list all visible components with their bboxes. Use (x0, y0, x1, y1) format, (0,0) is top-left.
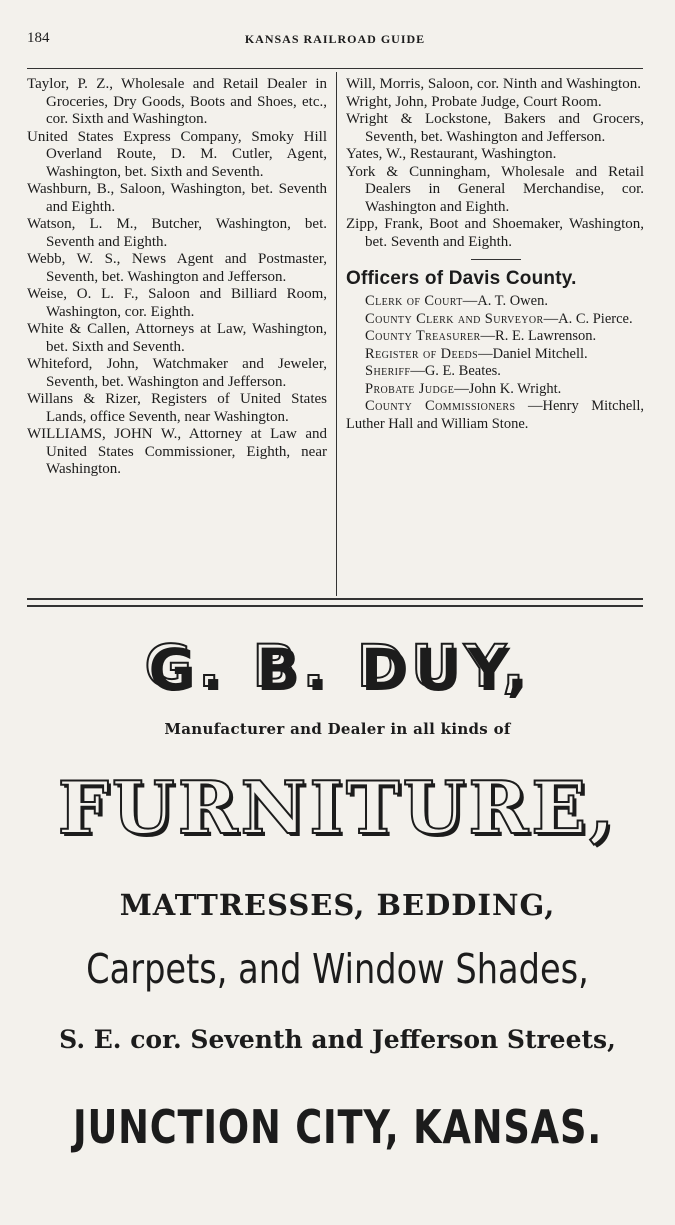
officer-entry: County Treasurer—R. E. Lawrenson. (365, 328, 597, 344)
directory-left-column (27, 76, 327, 479)
directory-entry: Weise, O. L. F., Saloon and Billiard Room, Washington, cor. Eighth. (27, 286, 327, 320)
directory-entry: Washburn, B., Saloon, Washington, bet. Seventh and Eighth. (27, 181, 327, 215)
directory-entry: Wright & Lockstone, Bakers and Grocers, Seventh, bet. Washington and Jefferson. (346, 111, 644, 145)
directory-right-column (346, 76, 644, 433)
officer-role: County Clerk and Surveyor (365, 310, 544, 327)
officer-entry: Clerk of Court—A. T. Owen. (365, 293, 548, 309)
section-separator (471, 259, 521, 260)
officer-entry: Sheriff—G. E. Beates. (365, 363, 501, 379)
double-rule (27, 598, 643, 607)
officer-name: A. T. Owen. (477, 293, 548, 309)
directory-entry: Whiteford, John, Watchmaker and Jeweler, Seventh, bet. Washington and Jefferson. (27, 356, 327, 390)
directory-entry: United States Express Company, Smoky Hill Overland Route, D. M. Cutler, Agent, Washington, bet. Sixth and Seventh. (27, 128, 327, 180)
directory-entry: Willans & Rizer, Registers of United States Lands, office Seventh, near Washington. (27, 391, 327, 425)
officer-entry: County Clerk and Surveyor—A. C. Pierce. (365, 310, 633, 327)
officer-name: Daniel Mitchell. (492, 345, 588, 362)
page-number: 184 (27, 30, 50, 46)
directory-entry: Taylor, P. Z., Wholesale and Retail Dealer in Groceries, Dry Goods, Boots and Shoes, etc., cor. Sixth and Washington. (27, 76, 327, 127)
officer-role: Clerk of Court (365, 293, 463, 309)
directory-entry: White & Callen, Attorneys at Law, Washington, bet. Sixth and Seventh. (27, 321, 327, 355)
directory-entry: Zipp, Frank, Boot and Shoemaker, Washington, bet. Seventh and Eighth. (346, 216, 644, 250)
directory-entry: WILLIAMS, JOHN W., Attorney at Law and United States Commissioner, Eighth, near Washington. (27, 426, 327, 477)
directory-entry: Will, Morris, Saloon, cor. Ninth and Washington. (346, 76, 641, 92)
page-header (27, 30, 643, 52)
officer-name: G. E. Beates. (424, 363, 501, 379)
directory-entry: Webb, W. S., News Agent and Postmaster, Seventh, bet. Washington and Jefferson. (27, 251, 327, 285)
header-rule (27, 68, 643, 69)
officer-role: County Commissioners (365, 398, 516, 414)
officer-entry: County Commissioners —Henry Mitchell, Luther Hall and William Stone. (346, 398, 644, 432)
officers-heading: Officers of Davis County. (346, 268, 577, 289)
ad-line-mattresses: MATTRESSES, BEDDING, (119, 888, 556, 922)
directory-entry: York & Cunningham, Wholesale and Retail Dealers in General Merchandise, cor. Washington and Eighth. (346, 163, 644, 215)
officer-name: R. E. Lawrenson. (495, 328, 597, 344)
ad-headline: FURNITURE, (57, 765, 618, 850)
advertiser-subtitle: Manufacturer and Dealer in all kinds of (164, 720, 511, 738)
officer-entry: Probate Judge—John K. Wright. (365, 380, 562, 397)
advertiser-name: G. B. DUY, (144, 632, 531, 700)
officer-role: County Treasurer (365, 328, 481, 344)
directory-entry: Yates, W., Restaurant, Washington. (346, 146, 557, 162)
officer-name: A. C. Pierce. (558, 310, 633, 327)
ad-line-carpets: Carpets, and Window Shades, (86, 945, 589, 993)
officer-name: Henry Mitchell, Luther Hall and William Stone. (346, 398, 644, 432)
directory-entry: Wright, John, Probate Judge, Court Room. (346, 93, 602, 110)
officer-role: Register of Deeds (365, 345, 479, 362)
running-title: KANSAS RAILROAD GUIDE (244, 32, 426, 46)
directory-entry: Watson, L. M., Butcher, Washington, bet. Seventh and Eighth. (27, 216, 327, 250)
officer-role: Sheriff (365, 363, 411, 379)
ad-address: S. E. cor. Seventh and Jefferson Streets, (59, 1025, 616, 1054)
officer-role: Probate Judge (365, 380, 455, 397)
column-divider (336, 72, 337, 596)
officer-name: John K. Wright. (468, 380, 562, 397)
ad-city: JUNCTION CITY, KANSAS. (72, 1100, 603, 1154)
officer-entry: Register of Deeds—Daniel Mitchell. (365, 345, 588, 362)
